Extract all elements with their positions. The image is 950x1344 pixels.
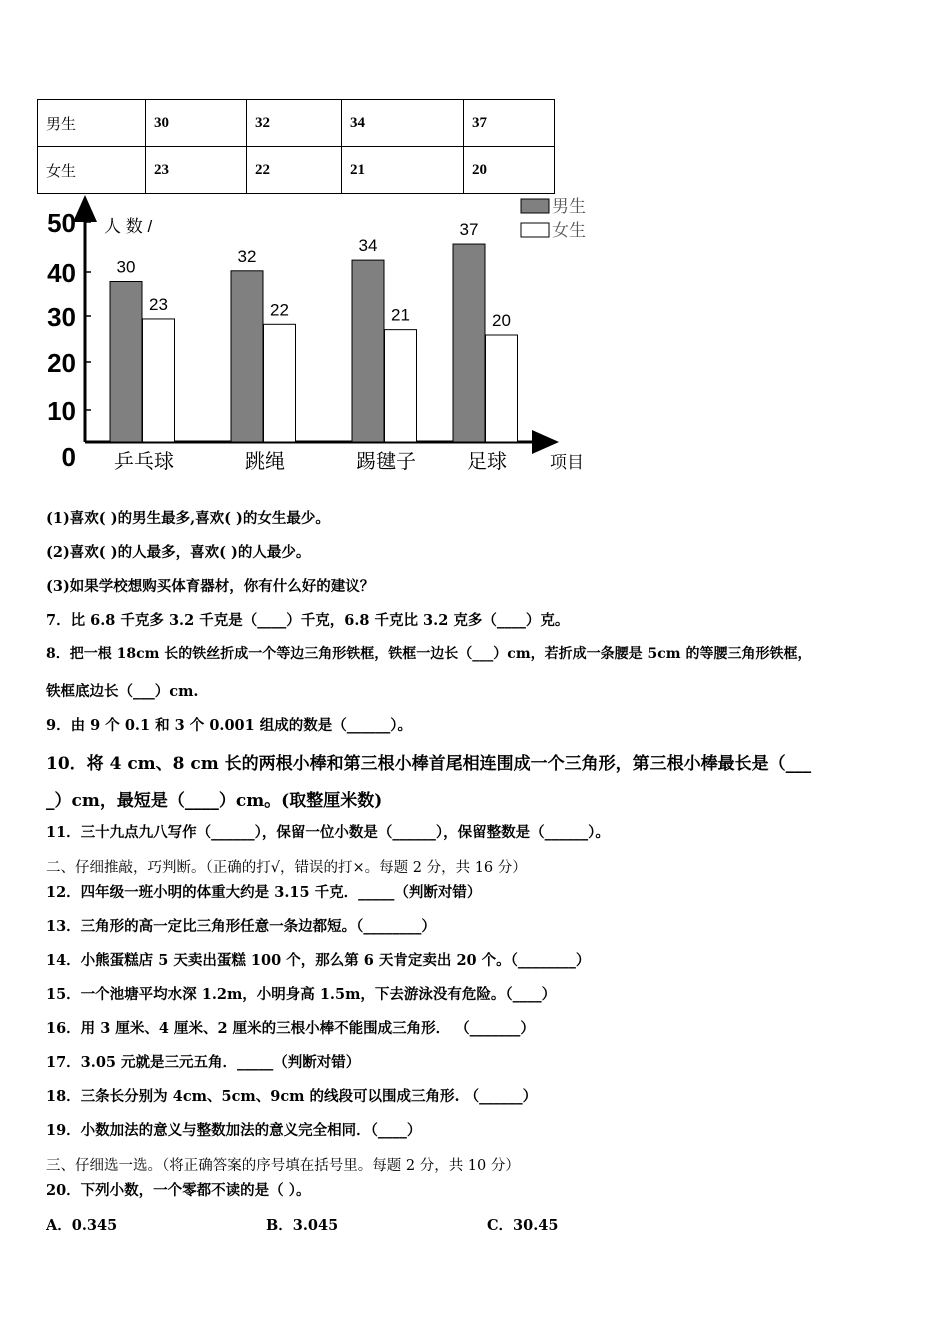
data-label: 20 (492, 311, 511, 330)
data-label: 30 (116, 257, 136, 277)
category-label: 跳绳 (245, 451, 285, 473)
question-11: 11．三十九点九八写作（______），保留一位小数是（______），保留整数是（______）。 (46, 824, 610, 841)
legend-swatch (521, 223, 549, 237)
question-6-2: (2)喜欢( )的人最多，喜欢( )的人最少。 (46, 544, 311, 561)
bar-girls (486, 335, 518, 442)
table-cell: 20 (464, 147, 555, 194)
bar-girls (385, 330, 417, 442)
question-14: 14．小熊蛋糕店 5 天卖出蛋糕 100 个，那么第 6 天肯定卖出 20 个。（________） (46, 952, 591, 969)
table-cell: 21 (342, 147, 464, 194)
table-cell: 37 (464, 100, 555, 147)
question-10-line2: _）cm，最短是（____）cm。(取整厘米数) (46, 791, 383, 811)
question-19: 19．小数加法的意义与整数加法的意义完全相同．（____） (46, 1122, 422, 1139)
bar-boys (453, 244, 485, 442)
data-label: 22 (270, 300, 289, 320)
question-9: 9．由 9 个 0.1 和 3 个 0.001 组成的数是（______）。 (46, 717, 413, 734)
option-a: A．0.345 (46, 1217, 118, 1234)
row-label: 女生 (38, 147, 146, 194)
data-label: 21 (391, 305, 410, 325)
question-20: 20．下列小数，一个零都不读的是（ ）。 (46, 1182, 311, 1199)
table-row (38, 147, 555, 194)
legend-swatch (521, 199, 549, 213)
question-15: 15．一个池塘平均水深 1.2m，小明身高 1.5m，下去游泳没有危险。（____） (46, 986, 557, 1003)
legend-label: 女生 (552, 221, 586, 240)
data-label: 37 (459, 220, 479, 240)
question-13: 13．三角形的高一定比三角形任意一条边都短。（________） (46, 918, 436, 935)
bar-boys (231, 271, 263, 442)
option-b: B．3.045 (266, 1217, 339, 1234)
section-2-heading: 二、仔细推敲，巧判断。（正确的打√，错误的打×。每题 2 分，共 16 分） (46, 860, 527, 876)
row-label: 男生 (38, 100, 146, 147)
question-17: 17．3.05 元就是三元五角．_____（判断对错） (46, 1054, 361, 1071)
bar-boys (110, 282, 142, 443)
question-6-1: (1)喜欢( )的男生最多,喜欢( )的女生最少。 (46, 510, 330, 527)
table-cell: 23 (146, 147, 247, 194)
category-label: 乒乓球 (114, 451, 174, 473)
y-tick-label: 40 (47, 258, 76, 288)
table-cell: 30 (146, 100, 247, 147)
table-cell: 22 (247, 147, 342, 194)
table-cell: 32 (247, 100, 342, 147)
data-label: 34 (358, 236, 378, 256)
bar-girls (264, 324, 296, 442)
y-axis-label: 人 数 / (104, 217, 153, 236)
legend-label: 男生 (552, 197, 586, 216)
section-3-heading: 三、仔细选一选。（将正确答案的序号填在括号里。每题 2 分，共 10 分） (46, 1158, 520, 1174)
question-18: 18．三条长分别为 4cm、5cm、9cm 的线段可以围成三角形. （______） (46, 1088, 538, 1105)
table-cell: 34 (342, 100, 464, 147)
category-label: 足球 (467, 451, 507, 473)
survey-table (37, 99, 555, 194)
question-12: 12．四年级一班小明的体重大约是 3.15 千克．_____（判断对错） (46, 884, 482, 901)
question-6-3: (3)如果学校想购买体育器材，你有什么好的建议？ (46, 578, 375, 595)
option-c: C．30.45 (487, 1217, 559, 1234)
question-8-line1: 8．把一根 18cm 长的铁丝折成一个等边三角形铁框，铁框一边长（___）cm，若折成一条腰是 5cm 的等腰三角形铁框， (46, 646, 812, 662)
y-tick-label: 30 (47, 302, 76, 332)
question-8-line2: 铁框底边长（___）cm. (46, 683, 199, 700)
data-label: 23 (149, 294, 168, 314)
bar-boys (352, 260, 384, 442)
y-tick-label: 10 (47, 396, 76, 426)
bar-chart (30, 192, 600, 482)
y-tick-label: 50 (47, 208, 76, 238)
table-row (38, 100, 555, 147)
y-tick-label: 20 (47, 348, 76, 378)
y-tick-label: 0 (61, 442, 76, 472)
data-label: 32 (237, 246, 257, 266)
question-16: 16．用 3 厘米、4 厘米、2 厘米的三根小棒不能围成三角形． （_______） (46, 1020, 535, 1037)
bar-girls (143, 319, 175, 442)
question-10-line1: 10．将 4 cm、8 cm 长的两根小棒和第三根小棒首尾相连围成一个三角形，第三根小棒最长是（___ (46, 754, 812, 774)
x-axis-label: 项目 (550, 453, 584, 472)
question-7: 7．比 6.8 千克多 3.2 千克是（____）千克，6.8 千克比 3.2 克多（____）克。 (46, 612, 570, 629)
category-label: 踢毽子 (356, 451, 416, 473)
